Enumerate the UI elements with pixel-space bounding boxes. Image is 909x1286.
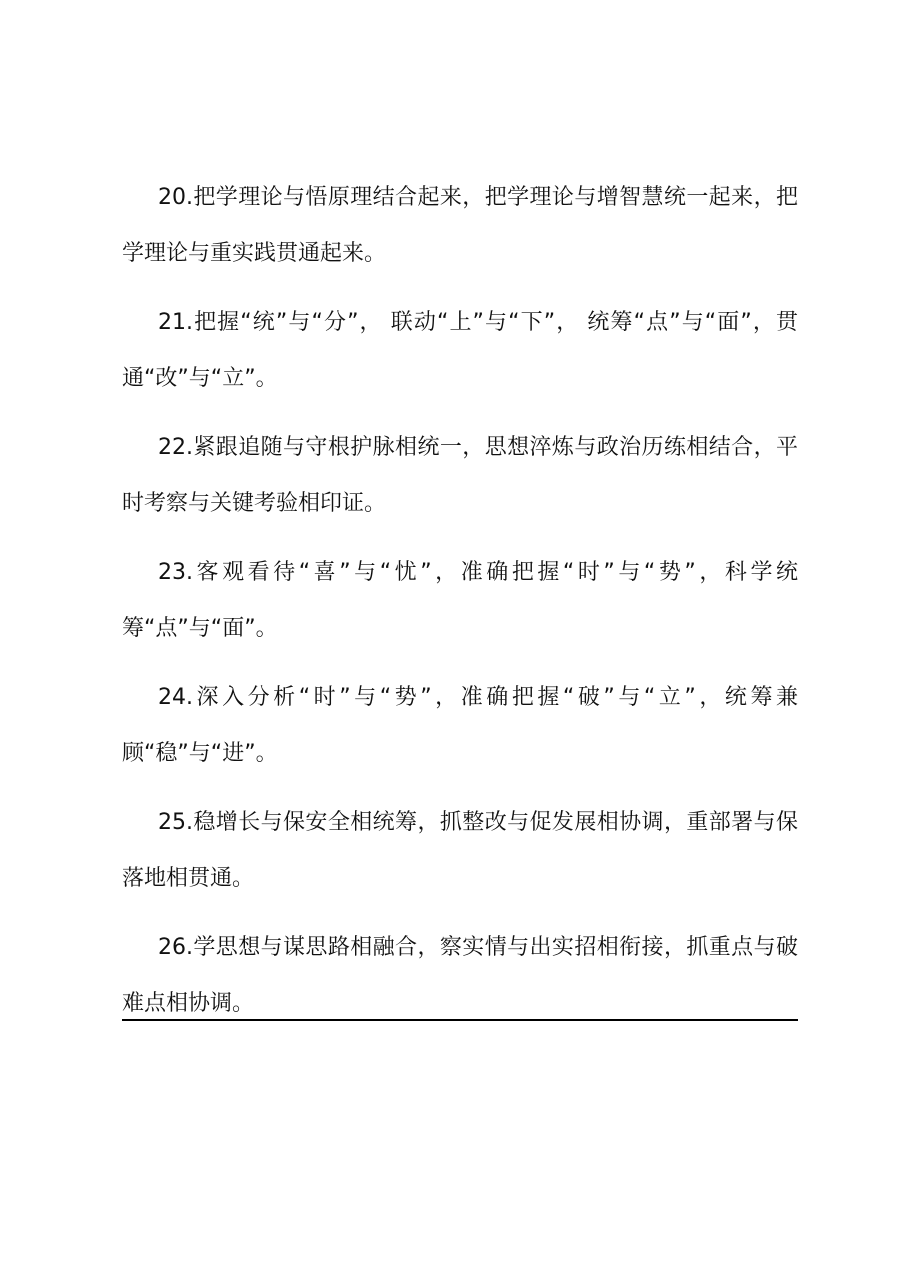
paragraph-23: 23.客观看待“喜”与“忧”，准确把握“时”与“势”，科学统筹“点”与“面”。 [122,560,798,641]
document-body [122,170,798,1045]
paragraph-21: 21.把握“统”与“分”， 联动“上”与“下”， 统筹“点”与“面”，贯通“改”与“立”。 [122,310,798,391]
paragraph-26: 26.学思想与谋思路相融合，察实情与出实招相衔接，抓重点与破难点相协调。 [122,935,798,1016]
paragraph-22: 22.紧跟追随与守根护脉相统一，思想淬炼与政治历练相结合，平时考察与关键考验相印证。 [122,435,798,516]
bottom-divider-line [122,1019,798,1021]
paragraph-20: 20.把学理论与悟原理结合起来，把学理论与增智慧统一起来，把学理论与重实践贯通起来。 [122,185,798,266]
paragraph-25: 25.稳增长与保安全相统筹，抓整改与促发展相协调，重部署与保落地相贯通。 [122,810,798,891]
paragraph-24: 24.深入分析“时”与“势”，准确把握“破”与“立”，统筹兼顾“稳”与“进”。 [122,685,798,766]
